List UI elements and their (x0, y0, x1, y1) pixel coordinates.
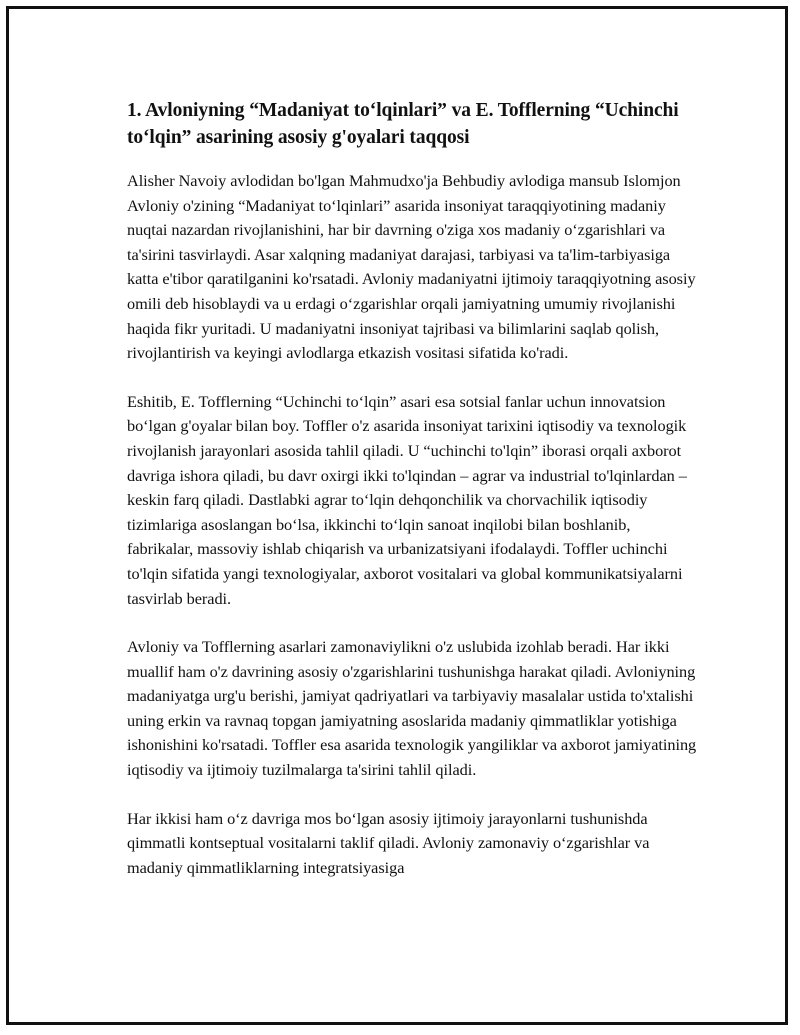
paragraph-1: Alisher Navoiy avlodidan bo'lgan Mahmudxo'ja Behbudiy avlodiga mansub Islomjon Avloniy o'zining “Madaniyat to‘lqinlari” asarida insoniyat taraqqiyotining madaniy nuqtai nazardan rivojlanishini, har bir davrning o'ziga xos madaniy o‘zgarishlari va ta'sirini tasvirlaydi. Asar xalqning madaniyat darajasi, tarbiyasi va ta'lim-tarbiyasiga katta e'tibor qaratilganini ko'rsatadi. Avloniy madaniyatni ijtimoiy taraqqiyotning asosiy omili deb hisoblaydi va u erdagi o‘zgarishlar orqali jamiyatning umumiy rivojlanishi haqida fikr yuritadi. U madaniyatni insoniyat tajribasi va bilimlarini saqlab qolish, rivojlantirish va keyingi avlodlarga etkazish vositasi sifatida ko'radi. (127, 171, 696, 363)
paragraph-2: Eshitib, E. Tofflerning “Uchinchi to‘lqin” asari esa sotsial fanlar uchun innovatsion bo‘lgan g'oyalar bilan boy. Toffler o'z asarida insoniyat tarixini iqtisodiy va texnologik rivojlanish jarayonlari asosida tahlil qiladi. U “uchinchi to'lqin” iborasi orqali axborot davriga ishora qiladi, bu davr oxirgi ikki to'lqindan – agrar va industrial to'lqinlardan – keskin farq qiladi. Dastlabki agrar to‘lqin dehqonchilik va chorvachilik iqtisodiy tizimlariga asoslangan bo‘lsa, ikkinchi to‘lqin sanoat inqilobi bilan boshlanib, fabrikalar, massoviy ishlab chiqarish va urbanizatsiyani ifodalaydi. Toffler uchinchi to'lqin sifatida yangi texnologiyalar, axborot vositalari va global kommunikatsiyalarni tasvirlab beradi. (127, 391, 687, 608)
paragraph-4: Har ikkisi ham o‘z davriga mos bo‘lgan asosiy ijtimoiy jarayonlarni tushunishda qimmatli kontseptual vositalarni taklif qiladi. Avloniy zamonaviy o‘zgarishlar va madaniy qimmatliklarning integratsiyasiga (127, 808, 650, 877)
document-body (127, 97, 699, 904)
section-heading: 1. Avloniyning “Madaniyat to‘lqinlari” va E. Tofflerning “Uchinchi to‘lqin” asarining asosiy g'oyalari taqqosi (127, 100, 679, 148)
paragraph-3: Avloniy va Tofflerning asarlari zamonaviylikni o'z uslubida izohlab beradi. Har ikki muallif ham o'z davrining asosiy o'zgarishlarini tushunishga harakat qiladi. Avloniyning madaniyatga urg'u berishi, jamiyat qadriyatlari va tarbiyaviy masalalar ustida to'xtalishi uning erkin va ravnaq topgan jamiyatning asoslarida madaniy qimmatliklar yotishiga ishonishini ko'rsatadi. Toffler esa asarida texnologik yangiliklar va axborot jamiyatining iqtisodiy va ijtimoiy tuzilmalarga ta'sirini tahlil qiladi. (127, 637, 697, 780)
document-page (6, 6, 788, 1025)
